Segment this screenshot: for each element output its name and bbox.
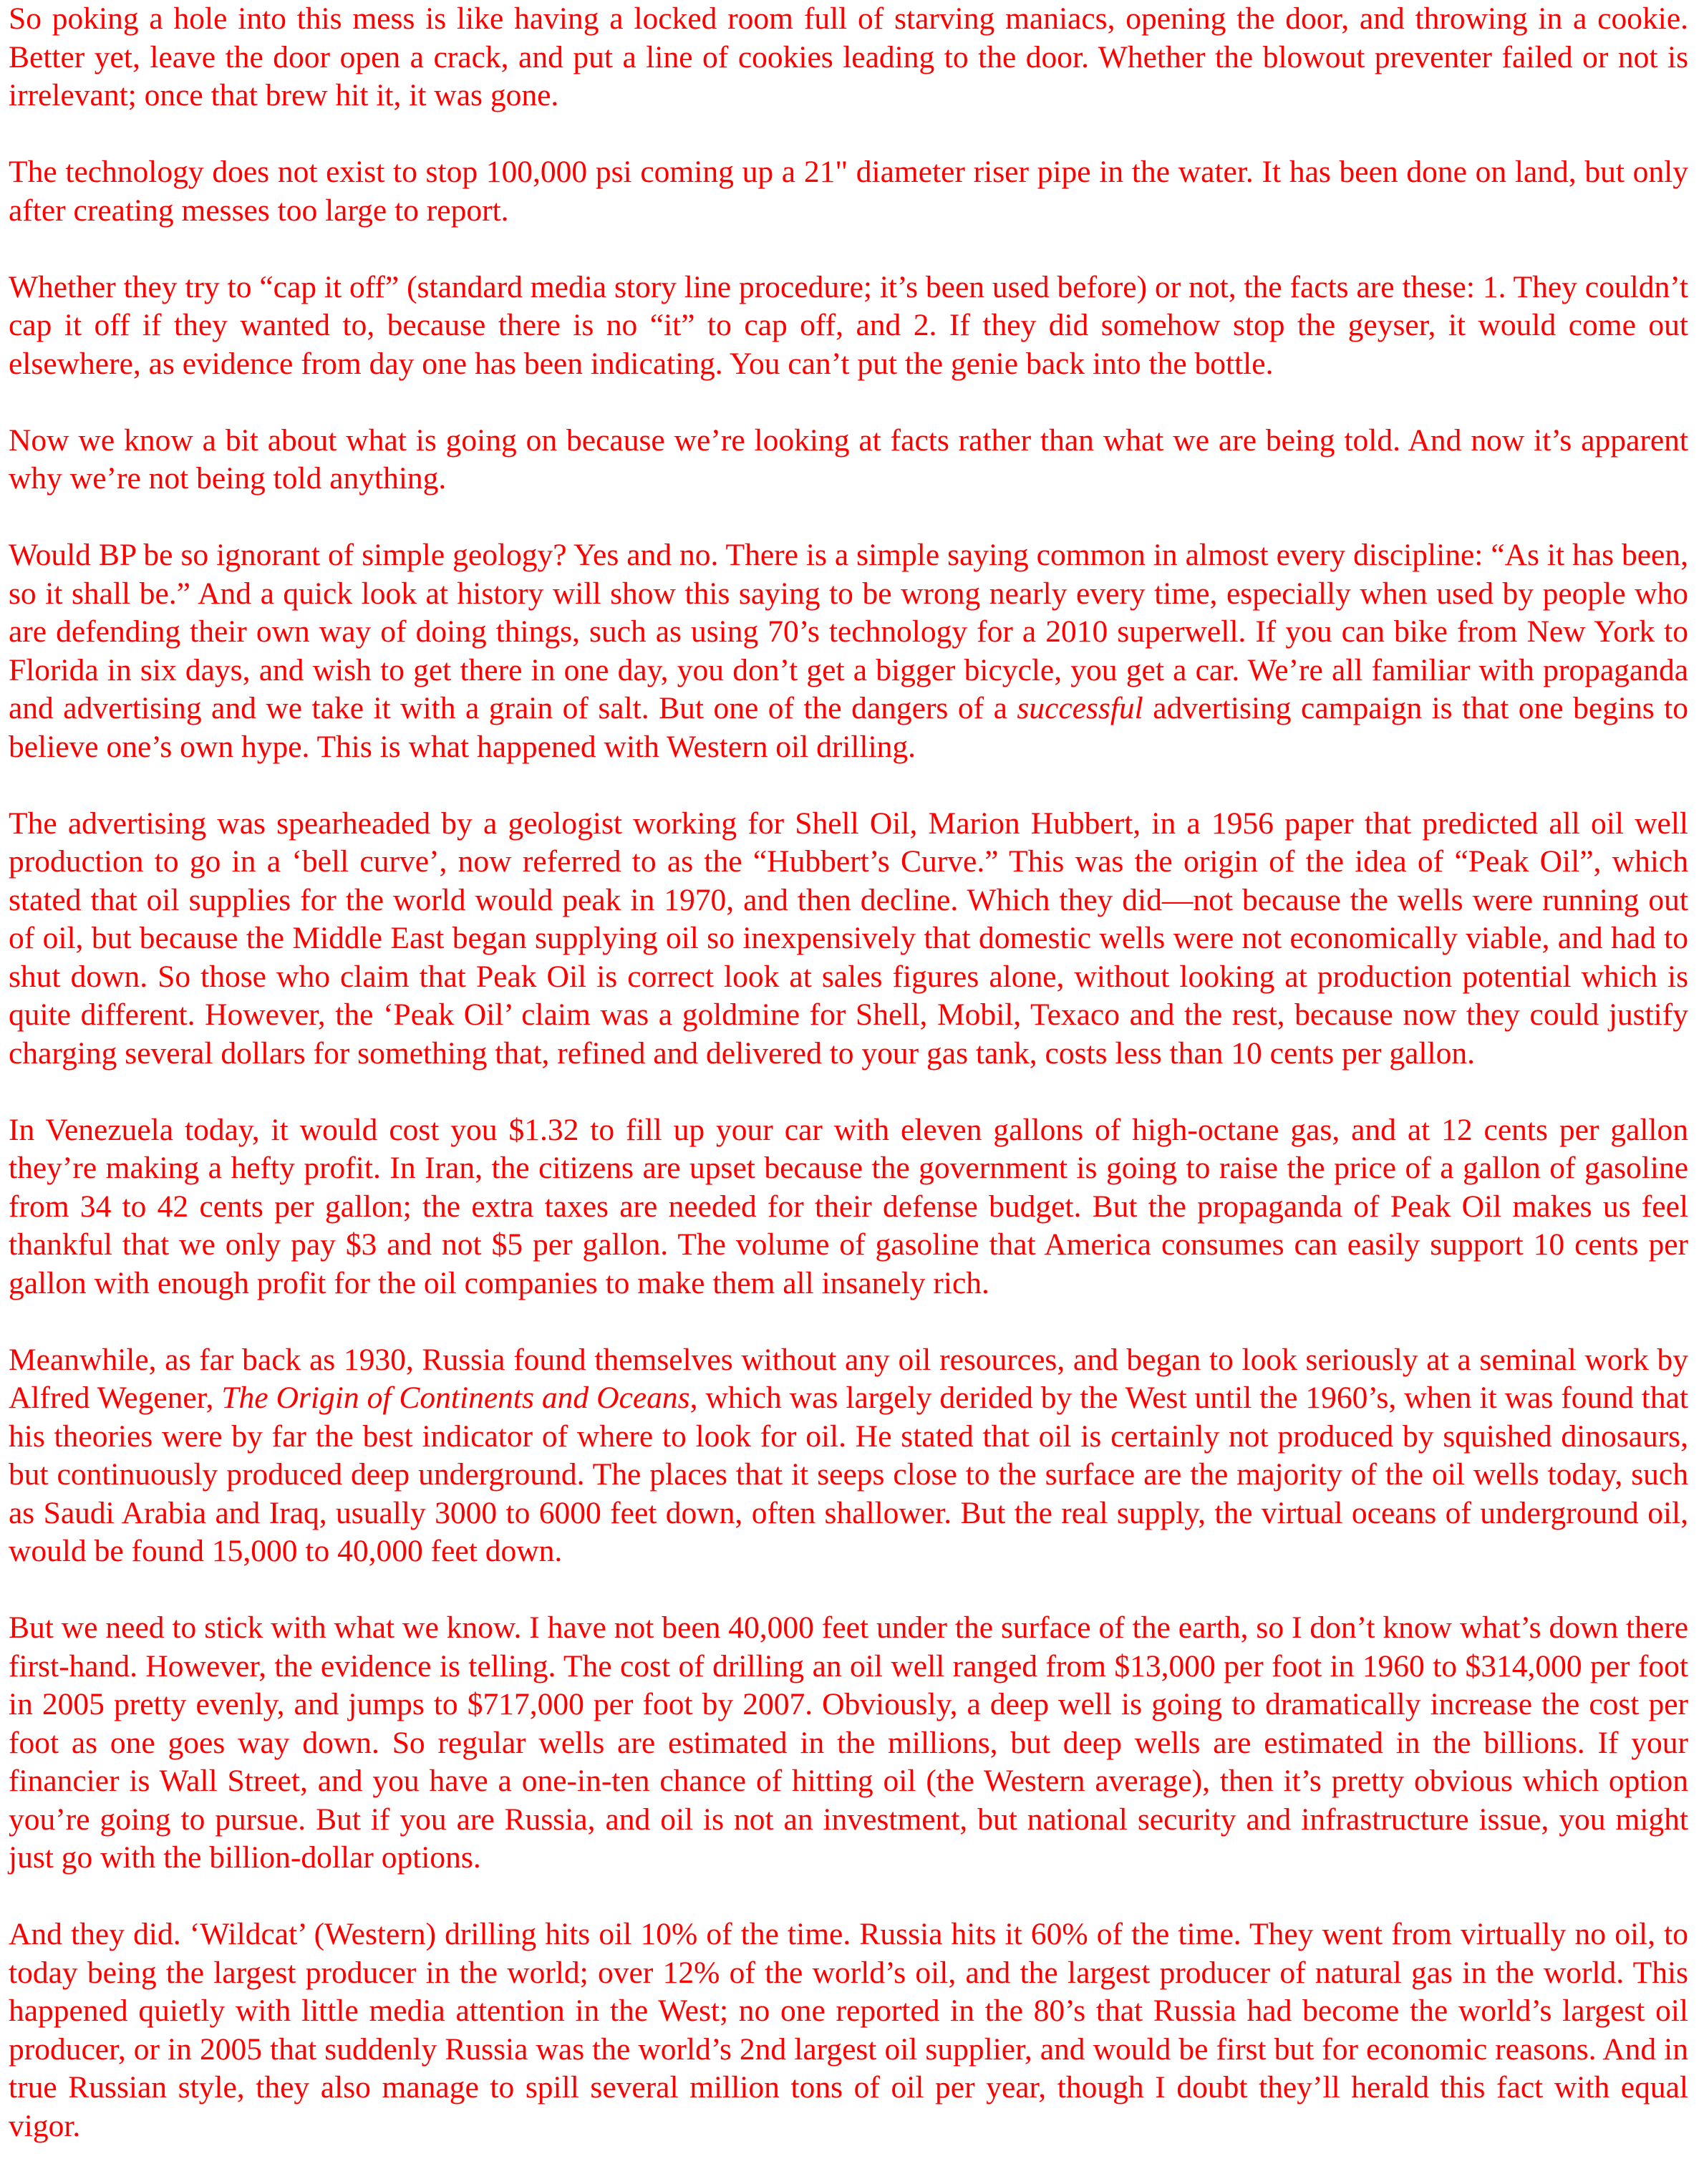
paragraph-wegener	[9, 1341, 1688, 1571]
paragraph-cap-it-off: Whether they try to “cap it off” (standard media story line procedure; it’s been used before) or not, the facts are these: 1. They couldn’t cap it off if they wanted to, because there is no “it” to cap off, and 2. If they did somehow stop the geyser, it would come out elsewhere, as evidence from day one has been indicating. You can’t put the genie back into the bottle.	[9, 269, 1688, 381]
paragraph-text: Would BP be so ignorant of simple geology? Yes and no. There is a simple saying common in almost every discipline: “As it has been, so it shall be.” And a quick look at history will show this saying to be wrong nearly every time, especially when used by people who are defending their own way of doing things, such as using 70’s technology for a 2010 superwell. If you can bike from New York to Florida in six days, and wish to get there in one day, you don’t get a bigger bicycle, you get a car. We’re all familiar with propaganda and advertising and we take it with a grain of salt. But one of the dangers of a	[9, 538, 1688, 725]
paragraph-technology: The technology does not exist to stop 100,000 psi coming up a 21" diameter riser pipe in the water. It has been done on land, but only after creating messes too large to report.	[9, 155, 1688, 228]
paragraph-text: , which was largely derided by the West until the 1960’s, when it was found that his theories were by far the best indicator of where to look for oil. He stated that oil is certainly not produced by squished dinosaurs, but continuously produced deep underground. The places that it seeps close to the surface are the majority of the oil wells today, such as Saudi Arabia and Iraq, usually 3000 to 6000 feet down, often shallower. But the real supply, the virtual oceans of underground oil, would be found 15,000 to 40,000 feet down.	[9, 1381, 1688, 1568]
paragraph-cookie-analogy: So poking a hole into this mess is like having a locked room full of starving maniacs, opening the door, and throwing in a cookie. Better yet, leave the door open a crack, and put a line of cookies leading to the door. Whether the blowout preventer failed or not is irrelevant; once that brew hit it, it was gone.	[9, 1, 1688, 112]
document-page	[9, 0, 1688, 2145]
paragraph-bp-geology	[9, 536, 1688, 766]
paragraph-venezuela: In Venezuela today, it would cost you $1.32 to fill up your car with eleven gallons of high-octane gas, and at 12 cents per gallon they’re making a hefty profit. In Iran, the citizens are upset because the government is going to raise the price of a gallon of gasoline from 34 to 42 cents per gallon; the extra taxes are needed for their defense budget. But the propaganda of Peak Oil makes us feel thankful that we only pay $3 and not $5 per gallon. The volume of gasoline that America consumes can easily support 10 cents per gallon with enough profit for the oil companies to make them all insanely rich.	[9, 1112, 1688, 1300]
paragraph-text: Meanwhile, as far back as 1930, Russia found themselves without any oil resources, and began to look seriously at a seminal work by Alfred Wegener,	[9, 1342, 1688, 1415]
emphasis-text: successful	[1017, 691, 1143, 725]
paragraph-facts: Now we know a bit about what is going on because we’re looking at facts rather than what we are being told. And now it’s apparent why we’re not being told anything.	[9, 422, 1688, 496]
paragraph-text: advertising campaign is that one begins to believe one’s own hype. This is what happened with Western oil drilling.	[9, 691, 1688, 764]
paragraph-russia: And they did. ‘Wildcat’ (Western) drilling hits oil 10% of the time. Russia hits it 60% of the time. They went from virtually no oil, to today being the largest producer in the world; over 12% of the world’s oil, and the largest producer of natural gas in the world. This happened quietly with little media attention in the West; no one reported in the 80’s that Russia had become the world’s largest oil producer, or in 2005 that suddenly Russia was the world’s 2nd largest oil supplier, and would be first but for economic reasons. And in true Russian style, they also manage to spill several million tons of oil per year, though I doubt they’ll herald this fact with equal vigor.	[9, 1917, 1688, 2143]
book-title: The Origin of Continents and Oceans	[221, 1381, 690, 1415]
paragraph-hubbert: The advertising was spearheaded by a geologist working for Shell Oil, Marion Hubbert, in a 1956 paper that predicted all oil well production to go in a ‘bell curve’, now referred to as the “Hubbert’s Curve.” This was the origin of the idea of “Peak Oil”, which stated that oil supplies for the world would peak in 1970, and then decline. Which they did—not because the wells were running out of oil, but because the Middle East began supplying oil so inexpensively that domestic wells were not economically viable, and had to shut down. So those who claim that Peak Oil is correct look at sales figures alone, without looking at production potential which is quite different. However, the ‘Peak Oil’ claim was a goldmine for Shell, Mobil, Texaco and the rest, because now they could justify charging several dollars for something that, refined and delivered to your gas tank, costs less than 10 cents per gallon.	[9, 806, 1688, 1071]
paragraph-drilling-cost: But we need to stick with what we know. I have not been 40,000 feet under the surface of the earth, so I don’t know what’s down there first-hand. However, the evidence is telling. The cost of drilling an oil well ranged from $13,000 per foot in 1960 to $314,000 per foot in 2005 pretty evenly, and jumps to $717,000 per foot by 2007. Obviously, a deep well is going to dramatically increase the cost per foot as one goes way down. So regular wells are estimated in the millions, but deep wells are estimated in the billions. If your financier is Wall Street, and you have a one-in-ten chance of hitting oil (the Western average), then it’s pretty obvious which option you’re going to pursue. But if you are Russia, and oil is not an investment, but national security and infrastructure issue, you might just go with the billion-dollar options.	[9, 1610, 1688, 1875]
